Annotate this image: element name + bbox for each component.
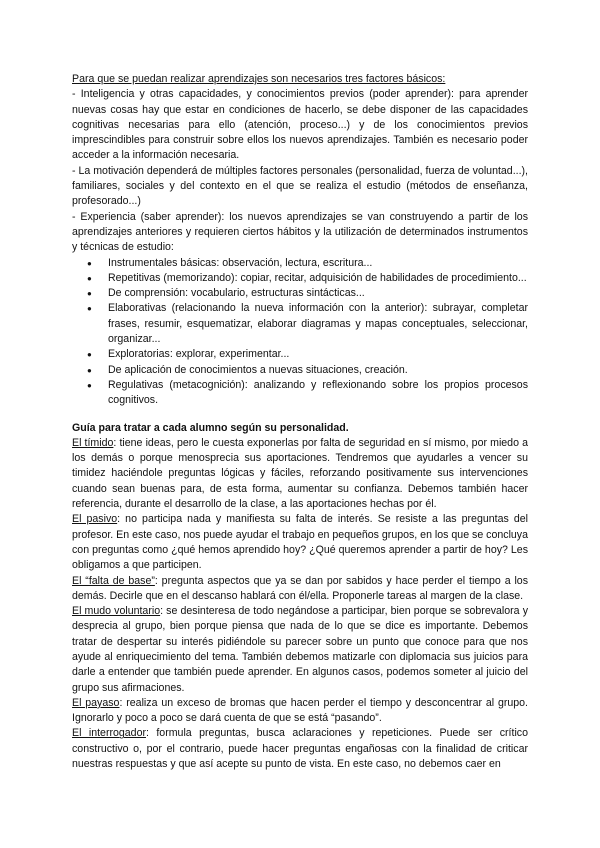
student-type-paragraph [72, 726, 528, 772]
student-type-description: : pregunta aspectos que ya se dan por sabidos y hace perder el tiempo a los demás. Decirle que en el descanso hablará con él/ella. Proponerle tareas al margen de la clase. [72, 574, 528, 602]
student-type-paragraph [72, 436, 528, 512]
student-type-name: El pasivo [72, 513, 118, 526]
student-type-name: El “falta de base” [72, 574, 155, 587]
student-type-name: El interrogador [72, 727, 146, 740]
list-item: ● De aplicación de conocimientos a nuevas situaciones, creación. [108, 363, 528, 378]
list-item: ● De comprensión: vocabulario, estructuras sintácticas... [108, 286, 528, 301]
list-item: ● Regulativas (metacognición): analizando y reflexionando sobre los propios procesos cognitivos. [108, 378, 528, 409]
factor-motivation: - La motivación dependerá de múltiples factores personales (personalidad, fuerza de voluntad...), familiares, sociales y del contexto en el que se realiza el estudio (métodos de enseñanza, profesorado...) [72, 164, 528, 208]
student-type-description: : no participa nada y manifiesta su falta de interés. Se resiste a las preguntas del profesor. En este caso, nos puede ayudar el trabajo en pequeños grupos, en los que se concluya con preguntas como ¿qué hemos aprendido hoy? ¿Qué queremos aprender a partir de hoy? Les obligamos a que participen. [72, 513, 528, 572]
student-type-description: : realiza un exceso de bromas que hacen perder el tiempo y desconcentrar al grupo. Ignorarlo y poco a poco se dará cuenta de que se está “pasando”. [72, 696, 529, 725]
factors-heading: Para que se puedan realizar aprendizajes son necesarios tres factores básicos: [72, 73, 446, 85]
student-type-paragraph [72, 574, 528, 605]
factor-experience: - Experiencia (saber aprender): los nuevos aprendizajes se van construyendo a partir de los aprendizajes anteriores y requieren ciertos hábitos y la utilización de determinados instrumentos y técnicas de estudio: [72, 210, 528, 254]
list-item: ● Repetitivas (memorizando): copiar, recitar, adquisición de habilidades de procedimiento... [108, 271, 528, 286]
student-type-paragraph [72, 604, 528, 696]
student-type-name: El payaso [72, 696, 120, 709]
student-type-name: El tímido [72, 436, 114, 449]
student-type-paragraph [72, 696, 528, 727]
student-type-paragraph [72, 512, 528, 573]
document-page [72, 72, 528, 772]
student-type-description: : se desinteresa de todo negándose a participar, bien porque se sobrevalora y desprecia al grupo, bien porque piensa que nada de lo que se dice es importante. Debemos tratar de despertar su interés pidiéndole su parecer sobre un punto que conoce para que nos ayude al enriquecimiento del tema. También debemos matizarle con diplomacia sus juicios para darle a entender que también puede aprender. En algunos casos, podemos someter al juicio del grupo sus afirmaciones. [72, 605, 528, 694]
student-type-description: : formula preguntas, busca aclaraciones y repeticiones. Puede ser crítico constructivo o, por el contrario, puede hacer preguntas engañosas con la finalidad de criticar nuestras respuestas y que así acepte su punto de vista. En este caso, no debemos caer en [72, 727, 528, 771]
student-type-description: : tiene ideas, pero le cuesta exponerlas por falta de seguridad en sí mismo, por miedo a los demás o porque menosprecia sus aportaciones. Tendremos que ayudarles a vencer su timidez haciéndole preguntas lógicas y fáciles, reforzando positivamente sus intervenciones cuando sean buenas para, de esta forma, aumentar su confianza. Debemos también hacer referencia, durante el desarrollo de la clase, a las aportaciones hechas por él. [72, 436, 528, 511]
study-techniques-list [72, 256, 528, 409]
guide-heading: Guía para tratar a cada alumno según su personalidad. [72, 421, 349, 434]
list-item: ● Elaborativas (relacionando la nueva información con la anterior): subrayar, completar frases, resumir, esquematizar, elaborar diagramas y mapas conceptuales, seleccionar, organizar... [108, 301, 528, 347]
list-item: ● Exploratorias: explorar, experimentar... [108, 347, 528, 362]
student-type-name: El mudo voluntario [72, 605, 161, 618]
factor-intelligence: - Inteligencia y otras capacidades, y conocimientos previos (poder aprender): para aprender nuevas cosas hay que estar en condiciones de hacerlo, se debe disponer de las capacidades cognitivas necesarias para ello (atención, proceso...) y de los conocimientos previos imprescindibles para construir sobre ellos los nuevos aprendizajes. También es necesario poder acceder a la información necesaria. [72, 88, 528, 162]
list-item: ● Instrumentales básicas: observación, lectura, escritura... [108, 256, 528, 271]
